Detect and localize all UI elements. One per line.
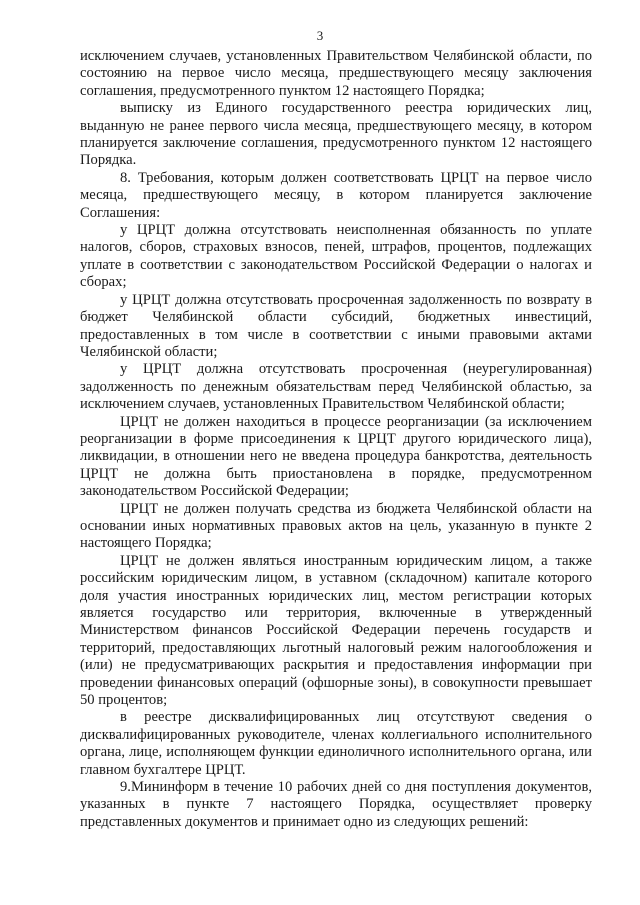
- paragraph: у ЦРЦТ должна отсутствовать просроченная задолженность по возврату в бюджет Челябинской области субсидий, бюджетных инвестиций, предоставленных в том числе в соответствии с иными правовыми актами Челябинской области;: [80, 291, 592, 360]
- paragraph: в реестре дисквалифицированных лиц отсутствуют сведения о дисквалифицированных руководителе, членах коллегиального исполнительного органа, лице, исполняющем функции единоличного исполнительного органа, или главном бухгалтере ЦРЦТ.: [80, 709, 592, 778]
- paragraph: 9.Мининформ в течение 10 рабочих дней со дня поступления документов, указанных в пункте 7 настоящего Порядка, осуществляет проверку представленных документов и принимает одно из следующих решений:: [80, 779, 592, 830]
- paragraph: ЦРЦТ не должен являться иностранным юридическим лицом, а также российским юридическим лицом, в уставном (складочном) капитале которого доля участия иностранных юридических лиц, местом регистрации которых является государство или территория, включенные в утвержденный Министерством финансов Российской Федерации перечень государств и территорий, предоставляющих льготный налоговый режим налогообложения и (или) не предусматривающих раскрытия и предоставления информации при проведении финансовых операций (офшорные зоны), в совокупности превышает 50 процентов;: [80, 552, 592, 709]
- paragraph: исключением случаев, установленных Правительством Челябинской области, по состоянию на первое число месяца, предшествующего месяцу заключения соглашения, предусмотренного пунктом 12 настоящего Порядка;: [80, 48, 592, 99]
- paragraph: 8. Требования, которым должен соответствовать ЦРЦТ на первое число месяца, предшествующего месяцу, в котором планируется заключение Соглашения:: [80, 169, 592, 221]
- paragraph: ЦРЦТ не должен находиться в процессе реорганизации (за исключением реорганизации в форме присоединения к ЦРЦТ другого юридического лица), ликвидации, в отношении него не введена процедура банкротства, деятельность ЦРЦТ не должна быть приостановлена в порядке, предусмотренном законодательством Российской Федерации;: [80, 413, 592, 500]
- paragraph: ЦРЦТ не должен получать средства из бюджета Челябинской области на основании иных нормативных правовых актов на цель, указанную в пункте 2 настоящего Порядка;: [80, 500, 592, 552]
- paragraph: у ЦРЦТ должна отсутствовать неисполненная обязанность по уплате налогов, сборов, страховых взносов, пеней, штрафов, процентов, подлежащих уплате в соответствии с законодательством Российской Федерации о налогах и сборах;: [80, 222, 592, 291]
- paragraph: выписку из Единого государственного реестра юридических лиц, выданную не ранее первого числа месяца, предшествующего месяцу, в котором планируется заключение соглашения, предусмотренного пунктом 12 настоящего Порядка.: [80, 100, 592, 169]
- document-body: [80, 48, 592, 831]
- page-number: 3: [316, 28, 324, 43]
- paragraph: у ЦРЦТ должна отсутствовать просроченная (неурегулированная) задолженность по денежным обязательствам перед Челябинской областью, за исключением случаев, установленных Правительством Челябинской области;: [80, 361, 592, 413]
